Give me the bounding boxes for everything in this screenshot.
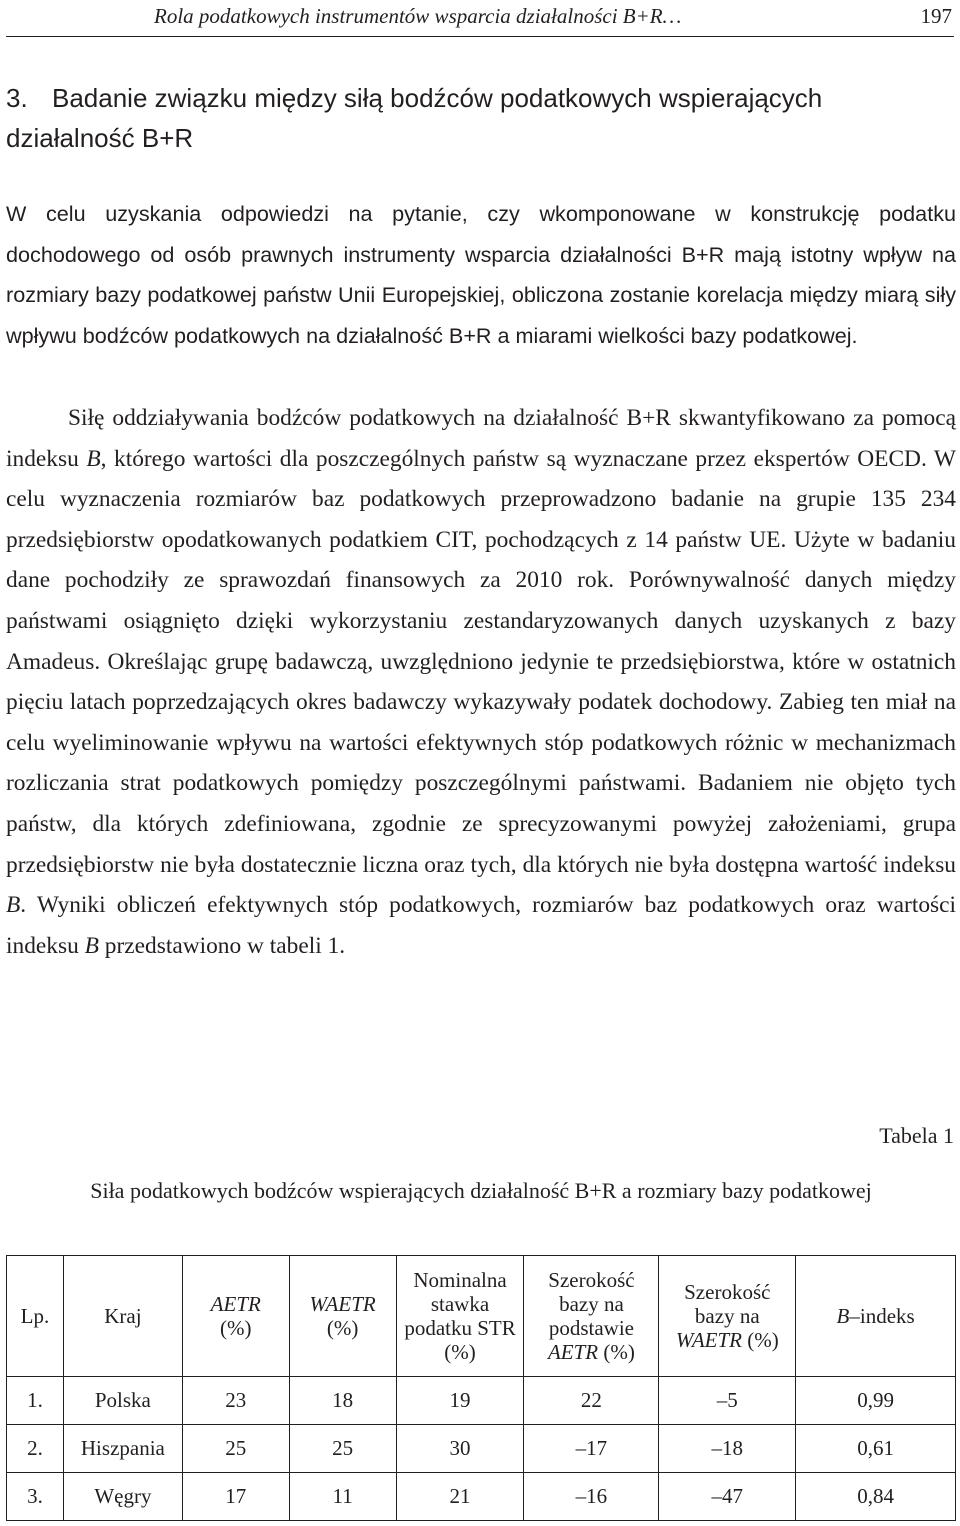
page-number: 197	[920, 4, 952, 28]
table-cell: 0,61	[796, 1425, 956, 1473]
body-text-start: Siłę oddziaływania bodźców podatkowych na działalność B+R skwantyfikowano za pomocą indeksu	[6, 405, 956, 472]
table-cell: –17	[524, 1425, 659, 1473]
header-b-indeks	[796, 1256, 956, 1377]
table-cell: 17	[182, 1473, 289, 1521]
table-header-row	[7, 1256, 956, 1377]
table-caption: Siła podatkowych bodźców wspierających działalność B+R a rozmiary bazy podatkowej	[90, 1178, 872, 1203]
header-b-rest: –indeks	[849, 1304, 915, 1328]
table-cell: 22	[524, 1377, 659, 1425]
index-symbol: B	[6, 892, 21, 919]
table-cell: –18	[659, 1425, 796, 1473]
index-symbol: B	[84, 932, 99, 959]
header-kraj: Kraj	[63, 1256, 182, 1377]
table-row	[7, 1473, 956, 1521]
header-b-name: B	[836, 1304, 850, 1328]
table-cell: 2.	[7, 1425, 64, 1473]
header-szerokosc-aetr	[524, 1256, 659, 1377]
table-cell: Węgry	[63, 1473, 182, 1521]
header-szerokosc-aetr-unit: (%)	[598, 1340, 635, 1364]
header-waetr-unit: (%)	[326, 1316, 359, 1340]
header-aetr-name: AETR	[210, 1292, 261, 1316]
table-cell: 23	[182, 1377, 289, 1425]
header-szerokosc-waetr-name: WAETR	[675, 1328, 743, 1352]
body-paragraph	[6, 398, 956, 966]
table-cell: Hiszpania	[63, 1425, 182, 1473]
header-szerokosc-waetr-pre: Szerokość bazy na	[684, 1280, 771, 1328]
header-szerokosc-aetr-name: AETR	[547, 1340, 599, 1364]
header-szerokosc-waetr-unit: (%)	[742, 1328, 779, 1352]
intro-paragraph: W celu uzyskania odpowiedzi na pytanie, czy wkomponowane w konstrukcję podatku dochodowego od osób prawnych instrumenty wsparcia działalności B+R mają istotny wpływ na rozmiary bazy podatkowej państw Unii Europejskiej, obliczona zostanie korelacja między miarą siły wpływu bodźców podatkowych na działalność B+R a miarami wielkości bazy podatkowej.	[6, 201, 956, 348]
section-number: 3.	[6, 83, 28, 113]
header-lp: Lp.	[7, 1256, 64, 1377]
table-cell: Polska	[63, 1377, 182, 1425]
table-cell: 3.	[7, 1473, 64, 1521]
table-row	[7, 1377, 956, 1425]
table-label: Tabela 1	[879, 1123, 954, 1148]
table-cell: 0,99	[796, 1377, 956, 1425]
table-cell: –16	[524, 1473, 659, 1521]
header-waetr-name: WAETR	[309, 1292, 376, 1316]
header-str: Nominalna stawka podatku STR (%)	[396, 1256, 524, 1377]
section-title: Badanie związku między siłą bodźców podatkowych wspierających działalność B+R	[6, 83, 823, 153]
body-text-middle-2: . Wyniki obliczeń efektywnych stóp podatkowych, rozmiarów baz podatkowych oraz wartości indeksu	[6, 892, 956, 959]
body-text-middle: , którego wartości dla poszczególnych państw są wyznaczane przez ekspertów OECD. W celu wyznaczenia rozmiarów baz podatkowych przeprowadzono badanie na grupie 135 234 przedsiębiorstw opodatkowanych podatkiem CIT, pochodzących z 14 państw UE. Użyte w badaniu dane pochodziły ze sprawozdań finansowych za 2010 rok. Porównywalność danych między państwami osiągnięto dzięki wykorzystaniu zestandaryzowanych danych uzyskanych z bazy Amadeus. Określając grupę badawczą, uwzględniono jedynie te przedsiębiorstwa, które w ostatnich pięciu latach poprzedzających okres badawczy wykazywały podatek dochodowy. Zabieg ten miał na celu wyeliminowanie wpływu na wartości efektywnych stóp podatkowych różnic w mechanizmach rozliczania strat podatkowych pomiędzy poszczególnymi państwami. Badaniem nie objęto tych państw, dla których zdefiniowana, zgodnie ze sprecyzowanymi powyżej założeniami, grupa przedsiębiorstw nie była dostatecznie liczna oraz tych, dla których nie była dostępna wartość indeksu	[6, 445, 956, 878]
running-title: Rola podatkowych instrumentów wsparcia działalności B+R…	[154, 4, 682, 28]
table-cell: 11	[289, 1473, 396, 1521]
table-cell: 18	[289, 1377, 396, 1425]
table-cell: 21	[396, 1473, 524, 1521]
header-szerokosc-waetr	[659, 1256, 796, 1377]
table-cell: 0,84	[796, 1473, 956, 1521]
header-aetr	[182, 1256, 289, 1377]
running-head	[6, 0, 954, 37]
data-table	[6, 1255, 956, 1521]
table-cell: 25	[289, 1425, 396, 1473]
table-cell: –47	[659, 1473, 796, 1521]
section-heading	[6, 78, 946, 158]
table-cell: 30	[396, 1425, 524, 1473]
header-waetr	[289, 1256, 396, 1377]
header-szerokosc-aetr-pre: Szerokość bazy na podstawie	[548, 1268, 635, 1340]
body-text-end: przedstawiono w tabeli 1.	[98, 932, 346, 959]
table-row	[7, 1425, 956, 1473]
table-cell: 19	[396, 1377, 524, 1425]
table-cell: 25	[182, 1425, 289, 1473]
header-aetr-unit: (%)	[220, 1316, 252, 1340]
table-cell: 1.	[7, 1377, 64, 1425]
index-symbol: B	[86, 445, 101, 472]
table-cell: –5	[659, 1377, 796, 1425]
